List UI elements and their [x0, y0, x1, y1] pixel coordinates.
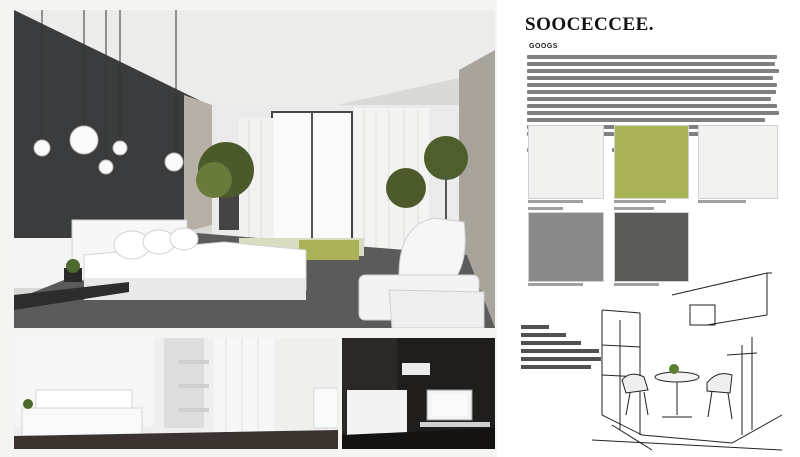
mood-board [497, 0, 800, 457]
swatch-caption [528, 283, 583, 286]
swatch-caption [614, 200, 666, 203]
swatch-off-white [698, 125, 778, 199]
swatch-white [528, 125, 604, 199]
swatch-caption [698, 200, 746, 203]
board-title: SOOCECCEE. [525, 14, 655, 35]
white-bedroom-illustration [14, 338, 338, 449]
swatch-caption [528, 200, 583, 203]
workspace-illustration [342, 338, 495, 449]
bedroom-render [14, 10, 495, 328]
furniture-sketch [582, 265, 792, 455]
swatch-caption [614, 207, 654, 210]
swatch-caption [528, 207, 563, 210]
swatch-olive-green [614, 125, 689, 199]
bedroom-thumbnail-render [14, 338, 338, 449]
board-subtitle: GOOGS [529, 43, 558, 50]
bedroom-illustration [14, 10, 495, 328]
workspace-render [342, 338, 495, 449]
